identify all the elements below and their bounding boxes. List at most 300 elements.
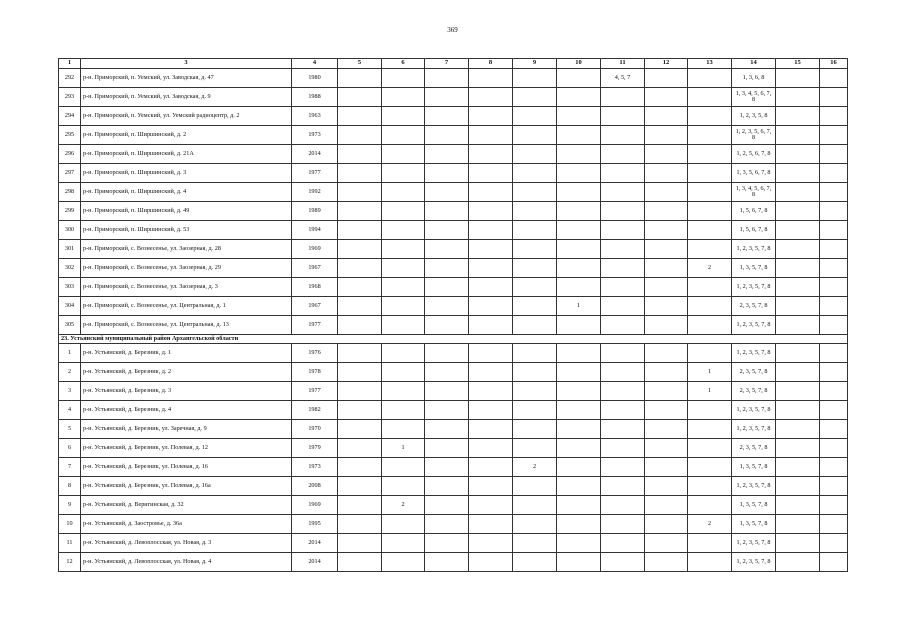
value-cell-11	[601, 259, 645, 278]
value-cell-12	[645, 240, 688, 259]
value-cell-9	[513, 496, 557, 515]
value-cell-8	[469, 278, 513, 297]
value-cell-10	[557, 458, 601, 477]
row-number-cell: 11	[59, 534, 81, 553]
table-row	[59, 164, 848, 183]
table-row	[59, 458, 848, 477]
value-cell-15	[776, 477, 820, 496]
row-number-cell: 305	[59, 316, 81, 335]
table-row	[59, 496, 848, 515]
value-cell-16	[820, 439, 848, 458]
row-number-cell: 301	[59, 240, 81, 259]
value-cell-9	[513, 145, 557, 164]
value-cell-9	[513, 183, 557, 202]
value-cell-14: 2, 3, 5, 7, 8	[732, 297, 776, 316]
value-cell-13	[688, 553, 732, 572]
column-header: 5	[338, 59, 382, 69]
year-cell: 1973	[292, 458, 338, 477]
value-cell-14: 1, 5, 6, 7, 8	[732, 202, 776, 221]
value-cell-8	[469, 69, 513, 88]
value-cell-15	[776, 534, 820, 553]
value-cell-13	[688, 126, 732, 145]
value-cell-5	[338, 316, 382, 335]
value-cell-6	[382, 420, 425, 439]
address-cell: р-н. Приморский, п. Ширшинский, д. 53	[81, 221, 292, 240]
year-cell: 1994	[292, 221, 338, 240]
column-header: 16	[820, 59, 848, 69]
value-cell-16	[820, 477, 848, 496]
value-cell-13: 1	[688, 363, 732, 382]
value-cell-14: 1, 2, 3, 5, 7, 8	[732, 316, 776, 335]
value-cell-7	[425, 164, 469, 183]
address-cell: р-н. Приморский, п. Ширшинский, д. 2	[81, 126, 292, 145]
value-cell-14: 1, 2, 3, 5, 7, 8	[732, 344, 776, 363]
value-cell-16	[820, 458, 848, 477]
value-cell-11: 4, 5, 7	[601, 69, 645, 88]
value-cell-10	[557, 420, 601, 439]
value-cell-8	[469, 183, 513, 202]
address-cell: р-н. Устьянский, д. Березник, д. 1	[81, 344, 292, 363]
value-cell-6	[382, 183, 425, 202]
value-cell-8	[469, 259, 513, 278]
value-cell-6: 1	[382, 439, 425, 458]
value-cell-5	[338, 145, 382, 164]
address-cell: р-н. Устьянский, д. Березник, д. 2	[81, 363, 292, 382]
value-cell-9	[513, 240, 557, 259]
value-cell-10	[557, 126, 601, 145]
value-cell-12	[645, 316, 688, 335]
value-cell-8	[469, 515, 513, 534]
value-cell-16	[820, 88, 848, 107]
row-number-cell: 10	[59, 515, 81, 534]
column-header: 12	[645, 59, 688, 69]
value-cell-15	[776, 183, 820, 202]
row-number-cell: 302	[59, 259, 81, 278]
table-row	[59, 515, 848, 534]
year-cell: 1979	[292, 439, 338, 458]
value-cell-15	[776, 515, 820, 534]
value-cell-10	[557, 401, 601, 420]
year-cell: 2008	[292, 477, 338, 496]
value-cell-5	[338, 202, 382, 221]
value-cell-8	[469, 88, 513, 107]
year-cell: 1995	[292, 515, 338, 534]
value-cell-12	[645, 477, 688, 496]
row-number-cell: 8	[59, 477, 81, 496]
value-cell-15	[776, 439, 820, 458]
column-header: 10	[557, 59, 601, 69]
year-cell: 2014	[292, 534, 338, 553]
value-cell-15	[776, 164, 820, 183]
value-cell-5	[338, 259, 382, 278]
value-cell-9	[513, 88, 557, 107]
value-cell-10	[557, 164, 601, 183]
value-cell-14: 1, 2, 3, 5, 8	[732, 107, 776, 126]
value-cell-6	[382, 316, 425, 335]
column-header: 7	[425, 59, 469, 69]
value-cell-6	[382, 477, 425, 496]
value-cell-8	[469, 363, 513, 382]
value-cell-11	[601, 344, 645, 363]
value-cell-7	[425, 553, 469, 572]
value-cell-15	[776, 259, 820, 278]
value-cell-12	[645, 221, 688, 240]
row-number-cell: 12	[59, 553, 81, 572]
value-cell-7	[425, 221, 469, 240]
value-cell-12	[645, 202, 688, 221]
year-cell: 1963	[292, 107, 338, 126]
year-cell: 1969	[292, 496, 338, 515]
value-cell-12	[645, 278, 688, 297]
value-cell-7	[425, 477, 469, 496]
value-cell-5	[338, 126, 382, 145]
value-cell-10	[557, 515, 601, 534]
value-cell-13: 2	[688, 515, 732, 534]
value-cell-8	[469, 439, 513, 458]
value-cell-12	[645, 297, 688, 316]
value-cell-6	[382, 515, 425, 534]
value-cell-7	[425, 534, 469, 553]
value-cell-16	[820, 107, 848, 126]
value-cell-13	[688, 496, 732, 515]
column-header: 15	[776, 59, 820, 69]
value-cell-9	[513, 126, 557, 145]
value-cell-7	[425, 439, 469, 458]
value-cell-5	[338, 278, 382, 297]
value-cell-6	[382, 344, 425, 363]
value-cell-6	[382, 458, 425, 477]
value-cell-12	[645, 496, 688, 515]
year-cell: 1976	[292, 344, 338, 363]
address-cell: р-н. Устьянский, д. Березник, ул. Заречная, д. 9	[81, 420, 292, 439]
column-header: 6	[382, 59, 425, 69]
value-cell-9	[513, 553, 557, 572]
value-cell-8	[469, 477, 513, 496]
year-cell: 1978	[292, 363, 338, 382]
value-cell-5	[338, 69, 382, 88]
table-row	[59, 221, 848, 240]
value-cell-8	[469, 240, 513, 259]
value-cell-14: 2, 3, 5, 7, 8	[732, 382, 776, 401]
row-number-cell: 296	[59, 145, 81, 164]
table-row	[59, 145, 848, 164]
value-cell-11	[601, 553, 645, 572]
year-cell: 1980	[292, 69, 338, 88]
value-cell-14: 1, 3, 5, 6, 7, 8	[732, 164, 776, 183]
row-number-cell: 304	[59, 297, 81, 316]
value-cell-13	[688, 439, 732, 458]
value-cell-5	[338, 88, 382, 107]
year-cell: 2014	[292, 145, 338, 164]
value-cell-10	[557, 69, 601, 88]
address-cell: р-н. Приморский, с. Вознесенье, ул. Заозерная, д. 29	[81, 259, 292, 278]
value-cell-16	[820, 344, 848, 363]
value-cell-8	[469, 107, 513, 126]
value-cell-5	[338, 534, 382, 553]
value-cell-7	[425, 458, 469, 477]
value-cell-16	[820, 183, 848, 202]
value-cell-10	[557, 363, 601, 382]
value-cell-13	[688, 458, 732, 477]
value-cell-6	[382, 363, 425, 382]
value-cell-11	[601, 278, 645, 297]
value-cell-9	[513, 439, 557, 458]
column-header: 14	[732, 59, 776, 69]
value-cell-12	[645, 553, 688, 572]
row-number-cell: 294	[59, 107, 81, 126]
value-cell-12	[645, 164, 688, 183]
year-cell: 1967	[292, 297, 338, 316]
address-cell: р-н. Приморский, с. Вознесенье, ул. Центральная, д. 13	[81, 316, 292, 335]
value-cell-8	[469, 553, 513, 572]
value-cell-7	[425, 316, 469, 335]
table-row	[59, 259, 848, 278]
value-cell-5	[338, 477, 382, 496]
table-row	[59, 126, 848, 145]
value-cell-12	[645, 344, 688, 363]
value-cell-6	[382, 259, 425, 278]
value-cell-6	[382, 278, 425, 297]
value-cell-9	[513, 534, 557, 553]
value-cell-10	[557, 221, 601, 240]
value-cell-16	[820, 240, 848, 259]
value-cell-8	[469, 401, 513, 420]
value-cell-7	[425, 278, 469, 297]
value-cell-12	[645, 183, 688, 202]
value-cell-10	[557, 202, 601, 221]
value-cell-12	[645, 363, 688, 382]
value-cell-11	[601, 88, 645, 107]
value-cell-7	[425, 401, 469, 420]
value-cell-14: 1, 2, 3, 5, 7, 8	[732, 420, 776, 439]
value-cell-5	[338, 401, 382, 420]
value-cell-13	[688, 316, 732, 335]
value-cell-5	[338, 164, 382, 183]
value-cell-15	[776, 240, 820, 259]
value-cell-9	[513, 297, 557, 316]
value-cell-15	[776, 458, 820, 477]
value-cell-16	[820, 363, 848, 382]
value-cell-14: 1, 3, 5, 7, 8	[732, 515, 776, 534]
table-row	[59, 278, 848, 297]
value-cell-10	[557, 553, 601, 572]
value-cell-9	[513, 69, 557, 88]
value-cell-16	[820, 69, 848, 88]
value-cell-6	[382, 126, 425, 145]
table-row	[59, 69, 848, 88]
address-cell: р-н. Устьянский, д. Березник, д. 3	[81, 382, 292, 401]
value-cell-10	[557, 88, 601, 107]
row-number-cell: 295	[59, 126, 81, 145]
value-cell-8	[469, 126, 513, 145]
value-cell-15	[776, 344, 820, 363]
column-header: 9	[513, 59, 557, 69]
value-cell-10	[557, 259, 601, 278]
table-row	[59, 202, 848, 221]
value-cell-11	[601, 164, 645, 183]
value-cell-14: 1, 2, 3, 5, 7, 8	[732, 477, 776, 496]
value-cell-10	[557, 496, 601, 515]
value-cell-15	[776, 88, 820, 107]
value-cell-8	[469, 164, 513, 183]
row-number-cell: 297	[59, 164, 81, 183]
value-cell-11	[601, 221, 645, 240]
value-cell-12	[645, 534, 688, 553]
value-cell-13	[688, 344, 732, 363]
value-cell-10	[557, 344, 601, 363]
value-cell-11	[601, 202, 645, 221]
value-cell-13	[688, 221, 732, 240]
value-cell-12	[645, 382, 688, 401]
row-number-cell: 4	[59, 401, 81, 420]
value-cell-12	[645, 88, 688, 107]
value-cell-12	[645, 458, 688, 477]
value-cell-16	[820, 126, 848, 145]
value-cell-12	[645, 69, 688, 88]
value-cell-8	[469, 458, 513, 477]
value-cell-13: 1	[688, 382, 732, 401]
value-cell-7	[425, 297, 469, 316]
value-cell-13	[688, 240, 732, 259]
row-number-cell: 1	[59, 344, 81, 363]
value-cell-12	[645, 439, 688, 458]
value-cell-15	[776, 401, 820, 420]
value-cell-7	[425, 363, 469, 382]
value-cell-15	[776, 278, 820, 297]
value-cell-16	[820, 496, 848, 515]
row-number-cell: 7	[59, 458, 81, 477]
value-cell-6	[382, 240, 425, 259]
value-cell-7	[425, 126, 469, 145]
value-cell-11	[601, 458, 645, 477]
row-number-cell: 300	[59, 221, 81, 240]
table-row	[59, 316, 848, 335]
value-cell-6	[382, 88, 425, 107]
value-cell-13	[688, 88, 732, 107]
year-cell: 1970	[292, 420, 338, 439]
value-cell-9	[513, 477, 557, 496]
row-number-cell: 6	[59, 439, 81, 458]
value-cell-14: 1, 2, 3, 5, 6, 7, 8	[732, 126, 776, 145]
year-cell: 1977	[292, 316, 338, 335]
value-cell-9	[513, 316, 557, 335]
value-cell-16	[820, 278, 848, 297]
value-cell-13: 2	[688, 259, 732, 278]
value-cell-15	[776, 553, 820, 572]
table-row	[59, 363, 848, 382]
value-cell-14: 2, 3, 5, 7, 8	[732, 363, 776, 382]
value-cell-11	[601, 363, 645, 382]
value-cell-11	[601, 382, 645, 401]
value-cell-8	[469, 145, 513, 164]
value-cell-5	[338, 344, 382, 363]
value-cell-16	[820, 420, 848, 439]
value-cell-10	[557, 183, 601, 202]
value-cell-9	[513, 278, 557, 297]
value-cell-10	[557, 278, 601, 297]
value-cell-15	[776, 382, 820, 401]
value-cell-8	[469, 344, 513, 363]
value-cell-16	[820, 553, 848, 572]
table-header	[59, 59, 848, 69]
value-cell-10	[557, 316, 601, 335]
column-header: 13	[688, 59, 732, 69]
column-header: 8	[469, 59, 513, 69]
address-cell: р-н. Устьянский, д. Левоплосская, ул. Новая, д. 4	[81, 553, 292, 572]
value-cell-6	[382, 164, 425, 183]
value-cell-8	[469, 221, 513, 240]
table-row	[59, 107, 848, 126]
value-cell-15	[776, 145, 820, 164]
address-cell: р-н. Приморский, с. Вознесенье, ул. Заозерная, д. 3	[81, 278, 292, 297]
value-cell-15	[776, 69, 820, 88]
value-cell-15	[776, 297, 820, 316]
value-cell-15	[776, 316, 820, 335]
value-cell-9	[513, 259, 557, 278]
value-cell-16	[820, 164, 848, 183]
value-cell-10	[557, 240, 601, 259]
value-cell-12	[645, 126, 688, 145]
value-cell-11	[601, 297, 645, 316]
value-cell-10	[557, 382, 601, 401]
table-row	[59, 420, 848, 439]
value-cell-14: 1, 2, 3, 5, 7, 8	[732, 553, 776, 572]
value-cell-8	[469, 202, 513, 221]
value-cell-9	[513, 515, 557, 534]
value-cell-8	[469, 420, 513, 439]
value-cell-15	[776, 496, 820, 515]
value-cell-13	[688, 420, 732, 439]
value-cell-7	[425, 259, 469, 278]
value-cell-7	[425, 515, 469, 534]
value-cell-5	[338, 107, 382, 126]
page-number: 369	[447, 26, 458, 34]
value-cell-11	[601, 439, 645, 458]
year-cell: 1989	[292, 202, 338, 221]
value-cell-16	[820, 259, 848, 278]
section-title: 23. Устьянский муниципальный район Архангельской области	[59, 335, 848, 344]
value-cell-13	[688, 401, 732, 420]
row-number-cell: 9	[59, 496, 81, 515]
value-cell-6	[382, 221, 425, 240]
address-cell: р-н. Устьянский, д. Березник, ул. Полевая, д. 16а	[81, 477, 292, 496]
address-cell: р-н. Устьянский, д. Березник, д. 4	[81, 401, 292, 420]
address-cell: р-н. Устьянский, д. Веригинская, д. 32	[81, 496, 292, 515]
value-cell-11	[601, 316, 645, 335]
value-cell-13	[688, 69, 732, 88]
value-cell-16	[820, 534, 848, 553]
value-cell-12	[645, 420, 688, 439]
value-cell-13	[688, 164, 732, 183]
value-cell-10	[557, 534, 601, 553]
address-cell: р-н. Устьянский, д. Заостровье, д. 36а	[81, 515, 292, 534]
value-cell-13	[688, 534, 732, 553]
value-cell-6	[382, 69, 425, 88]
value-cell-6	[382, 145, 425, 164]
value-cell-5	[338, 420, 382, 439]
column-header: 3	[81, 59, 292, 69]
value-cell-16	[820, 297, 848, 316]
value-cell-6	[382, 382, 425, 401]
value-cell-7	[425, 107, 469, 126]
table-row	[59, 382, 848, 401]
value-cell-11	[601, 515, 645, 534]
value-cell-7	[425, 382, 469, 401]
value-cell-6	[382, 107, 425, 126]
value-cell-5	[338, 515, 382, 534]
year-cell: 1967	[292, 259, 338, 278]
value-cell-13	[688, 297, 732, 316]
